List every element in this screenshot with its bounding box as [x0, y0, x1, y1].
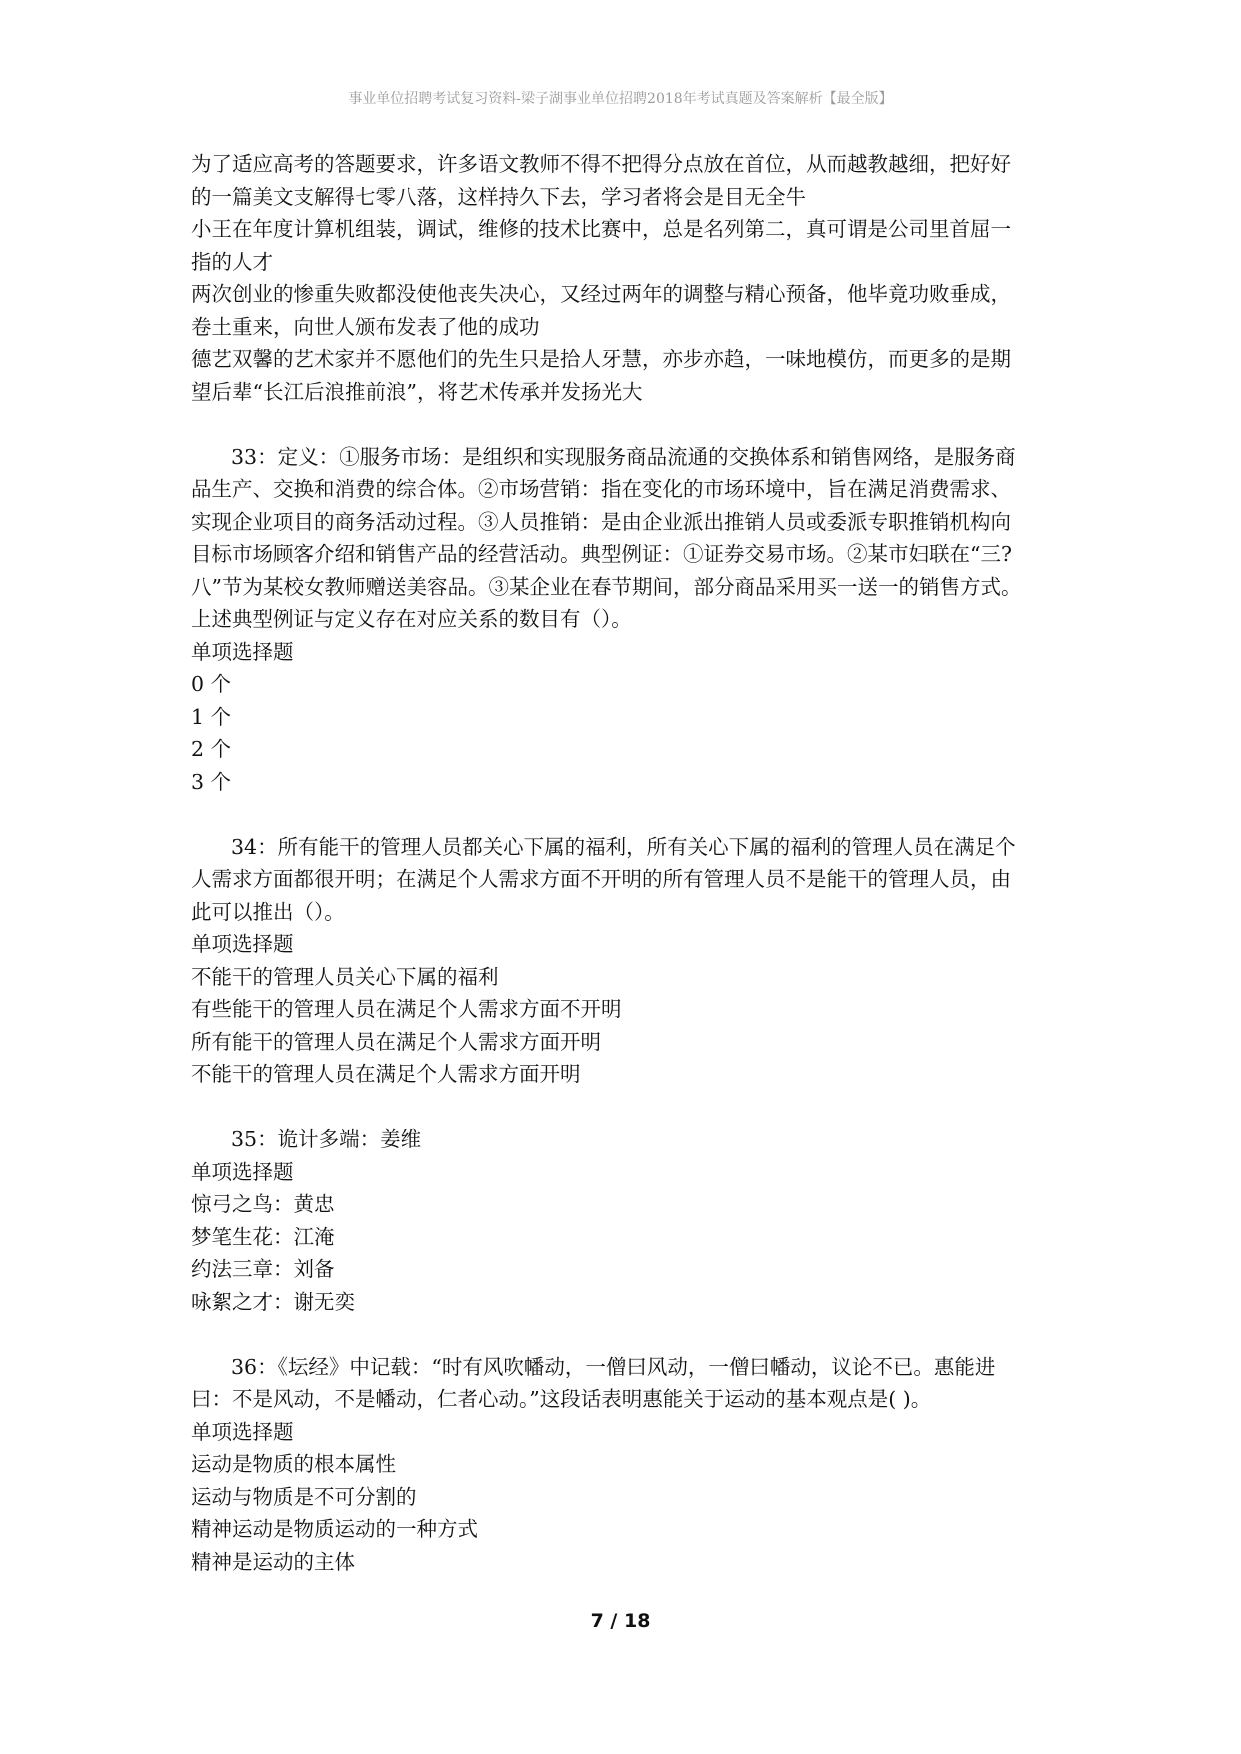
- option: 有些能干的管理人员在满足个人需求方面不开明: [191, 997, 622, 1021]
- option: 约法三章：刘备: [191, 1257, 335, 1281]
- question-36: [191, 1351, 1061, 1579]
- question-33: [191, 441, 1061, 799]
- option: 运动是物质的根本属性: [191, 1452, 396, 1476]
- option: 运动与物质是不可分割的: [191, 1484, 417, 1509]
- question-stem: 33：定义：①服务市场：是组织和实现服务商品流通的交换体系和销售网络，是服务商: [231, 444, 1016, 469]
- question-stem: 曰：不是风动，不是幡动，仁者心动。”这段话表明惠能关于运动的基本观点是( )。: [191, 1387, 932, 1411]
- option: 3 个: [191, 769, 232, 794]
- question-stem: 34：所有能干的管理人员都关心下属的福利，所有关心下属的福利的管理人员在满足个: [231, 834, 1016, 859]
- question-type: 单项选择题: [191, 1159, 294, 1184]
- option: 咏絮之才：谢无奕: [191, 1289, 355, 1314]
- intro-line: 为了适应高考的答题要求，许多语文教师不得不把得分点放在首位，从而越教越细，把好好: [191, 152, 1011, 176]
- question-stem: 上述典型例证与定义存在对应关系的数目有（）。: [191, 607, 632, 631]
- option: 不能干的管理人员关心下属的福利: [191, 964, 499, 989]
- intro-line: 指的人才: [191, 249, 273, 274]
- question-34: [191, 831, 1061, 1091]
- option: 精神运动是物质运动的一种方式: [191, 1517, 478, 1541]
- page-header: 事业单位招聘考试复习资料-梁子湖事业单位招聘2018年考试真题及答案解析【最全版】: [348, 91, 893, 107]
- question-type: 单项选择题: [191, 639, 294, 664]
- question-stem: 实现企业项目的商务活动过程。③人员推销：是由企业派出推销人员或委派专职推销机构向: [191, 509, 1011, 534]
- question-type: 单项选择题: [191, 1419, 294, 1444]
- option: 惊弓之鸟：黄忠: [191, 1192, 335, 1216]
- intro-line: 望后辈“长江后浪推前浪”，将艺术传承并发扬光大: [191, 379, 643, 404]
- option: 0 个: [191, 672, 232, 696]
- question-stem: 35：诡计多端：姜维: [231, 1127, 422, 1151]
- document-body: [191, 148, 1061, 1578]
- page-number: 7 / 18: [590, 1610, 651, 1632]
- intro-line: 卷土重来，向世人颁布发表了他的成功: [191, 314, 540, 339]
- intro-line: 德艺双馨的艺术家并不愿他们的先生只是拾人牙慧，亦步亦趋，一味地模仿，而更多的是期: [191, 347, 1011, 371]
- option: 1 个: [191, 704, 232, 729]
- question-stem: 人需求方面都很开明；在满足个人需求方面不开明的所有管理人员不是能干的管理人员，由: [191, 867, 1011, 891]
- question-stem: 目标市场顾客介绍和销售产品的经营活动。典型例证：①证券交易市场。②某市妇联在“三?: [191, 542, 1012, 566]
- intro-section: [191, 148, 1061, 408]
- option: 精神是运动的主体: [191, 1549, 355, 1574]
- question-stem: 36：《坛经》中记载：“时有风吹幡动，一僧曰风动，一僧曰幡动，议论不已。惠能进: [231, 1354, 996, 1379]
- intro-line: 小王在年度计算机组装，调试，维修的技术比赛中，总是名列第二，真可谓是公司里首屈一: [191, 217, 1011, 241]
- intro-line: 两次创业的惨重失败都没使他丧失决心，又经过两年的调整与精心预备，他毕竟功败垂成，: [191, 282, 1011, 306]
- question-35: [191, 1123, 1061, 1318]
- question-type: 单项选择题: [191, 932, 294, 956]
- option: 2 个: [191, 737, 232, 761]
- question-stem: 品生产、交换和消费的综合体。②市场营销：指在变化的市场环境中，旨在满足消费需求、: [191, 477, 1011, 501]
- question-stem: 此可以推出（）。: [191, 899, 345, 924]
- option: 梦笔生花：江淹: [191, 1224, 335, 1249]
- question-stem: 八”节为某校女教师赠送美容品。③某企业在春节期间，部分商品采用买一送一的销售方式。: [191, 574, 1022, 599]
- option: 所有能干的管理人员在满足个人需求方面开明: [191, 1029, 601, 1054]
- intro-line: 的一篇美文支解得七零八落，这样持久下去，学习者将会是目无全牛: [191, 184, 806, 209]
- option: 不能干的管理人员在满足个人需求方面开明: [191, 1062, 581, 1086]
